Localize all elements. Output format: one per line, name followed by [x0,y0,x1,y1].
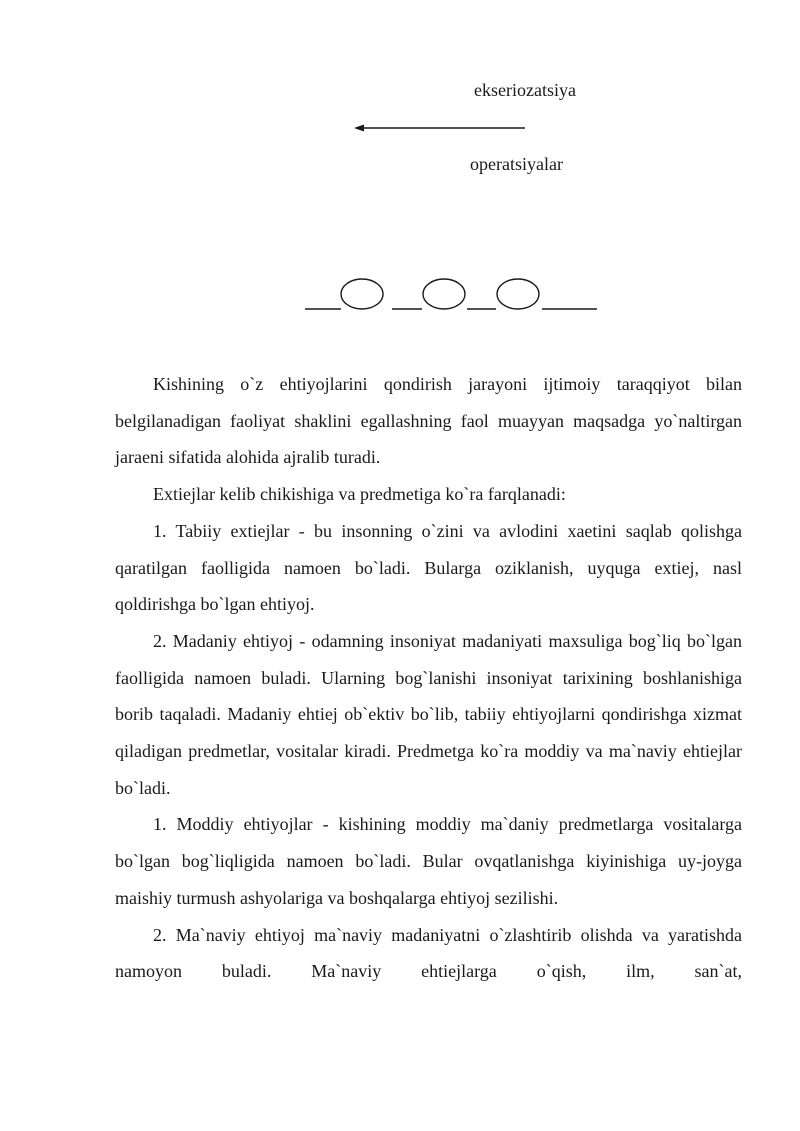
paragraph: Kishining o`z ehtiyojlarini qondirish jarayoni ijtimoiy taraqqiyot bilan belgilanadigan faoliyat shaklini egallashning faol muayyan maqsadga yo`naltirgan jaraeni sifatida alohida ajralib turadi. [115,374,742,468]
circle-chain-diagram [295,270,605,320]
chain-circle [497,279,539,309]
body-text [115,366,742,990]
chain-circle [341,279,383,309]
chain-circle [423,279,465,309]
diagram-label-exteriorization: ekseriozatsiya [474,80,576,100]
diagram-label-operations: operatsiyalar [470,154,563,174]
paragraph: Extiejlar kelib chikishiga va predmetiga ko`ra farqlanadi: [153,484,566,505]
paragraph: 2. Madaniy ehtiyoj - odamning insoniyat madaniyati maxsuliga bog`liq bo`lgan faolligida namoen buladi. Ularning bog`lanishi insoniyat tarixining boshlanishiga borib taqaladi. Madaniy ehtiej ob`ektiv bo`lib, tabiiy ehtiyojlarni qondirishga xizmat qiladigan predmetlar, vositalar kiradi. Predmetga ko`ra moddiy va ma`naviy ehtiejlar bo`ladi. [115,630,742,798]
paragraph: 1. Tabiiy extiejlar - bu insonning o`zini va avlodini xaetini saqlab qolishga qaratilgan faolligida namoen bo`ladi. Bularga oziklanish, uyquga extiej, nasl qoldirishga bo`lgan ehtiyoj. [115,520,742,615]
paragraph: 1. Moddiy ehtiyojlar - kishining moddiy ma`daniy predmetlarga vositalarga bo`lgan bog`liqligida namoen bo`ladi. Bular ovqatlanishga kiyinishiga uy-joyga maishiy turmush ashyolariga va boshqalarga ehtiyoj sezilishi. [115,814,742,908]
paragraph: 2. Ma`naviy ehtiyoj ma`naviy madaniyatni o`zlashtirib olishda va yaratishda namoyon buladi. Ma`naviy ehtiejlarga o`qish, ilm, san`at, [115,924,742,982]
left-arrow-icon [350,120,530,136]
